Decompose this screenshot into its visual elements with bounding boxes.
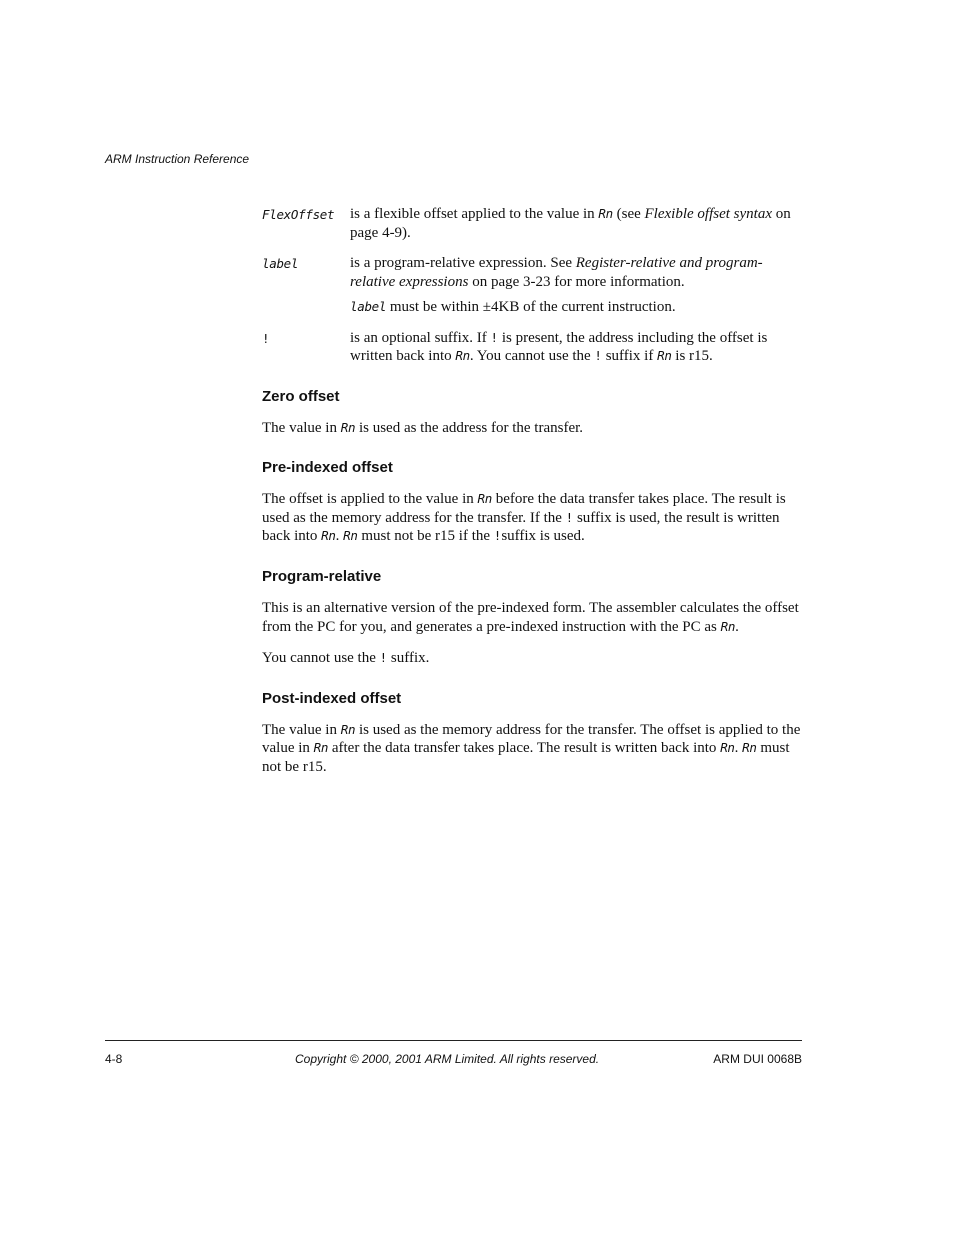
param-term: !	[262, 330, 270, 346]
section-pre-indexed-offset	[262, 459, 802, 546]
code-run: !	[565, 509, 574, 525]
section-heading: Program-relative	[262, 568, 382, 586]
param-term: FlexOffset	[262, 207, 335, 222]
text-run: The offset is applied to the value in	[262, 491, 478, 508]
text-run: is used as the address for the transfer.	[355, 419, 584, 436]
section-program-relative	[262, 568, 802, 668]
code-run: !	[594, 348, 602, 364]
param-flexoffset	[262, 205, 802, 242]
section-zero-offset	[262, 388, 802, 437]
text-run: is an optional suffix. If	[350, 329, 491, 346]
text-run: after the data transfer takes place. The result is written back into	[328, 740, 721, 757]
param-label	[262, 254, 802, 316]
text-run: must not be r15.	[262, 740, 790, 776]
text-run: The value in	[262, 419, 341, 436]
code-run: Rn	[321, 528, 336, 544]
code-run: !	[379, 650, 388, 666]
code-run: Rn	[720, 618, 736, 634]
text-run: must not be r15 if the	[357, 528, 494, 545]
param-text	[350, 254, 802, 291]
text-run: suffix is used.	[501, 528, 585, 545]
param-description	[350, 329, 802, 366]
param-text	[350, 329, 802, 366]
text-run: is a flexible offset applied to the value in	[350, 206, 599, 222]
running-header: ARM Instruction Reference	[105, 152, 250, 166]
text-run: is a program-relative expression. See	[350, 255, 576, 272]
code-run: Rn	[340, 419, 356, 435]
code-run: Rn	[477, 491, 492, 507]
document-id: ARM DUI 0068B	[713, 1052, 802, 1066]
code-run: Rn	[455, 348, 470, 364]
text-run: This is an alternative version of the pre-indexed form. The assembler calculates the offset from the PC for you, and generates a pre-indexed instruction with the PC as	[262, 599, 799, 635]
code-run: Rn	[313, 740, 329, 756]
text-run: .	[734, 740, 743, 757]
text-run: suffix.	[387, 650, 430, 667]
text-run: before the data transfer takes place. The result is used as the memory address for the transfer. If the	[262, 491, 786, 526]
text-run: suffix is used, the result is written back into	[262, 509, 780, 545]
code-run: !	[490, 329, 499, 345]
section-paragraph	[262, 490, 802, 546]
param-text	[350, 298, 802, 317]
text-run: on page 4-9).	[350, 206, 791, 241]
cross-reference-link[interactable]: Flexible offset syntax	[644, 206, 772, 222]
section-post-indexed-offset	[262, 690, 802, 777]
param-text	[350, 205, 802, 242]
code-run: Rn	[340, 721, 356, 737]
section-heading: Pre-indexed offset	[262, 459, 393, 477]
cross-reference-link[interactable]: Register-relative and program-relative expressions	[350, 255, 763, 291]
param-description	[350, 205, 802, 242]
main-content	[262, 205, 802, 777]
footer-divider	[105, 1040, 802, 1041]
section-paragraph	[262, 419, 802, 438]
param-description	[350, 254, 802, 316]
section-heading: Zero offset	[262, 387, 340, 405]
code-run: label	[350, 298, 387, 314]
text-run: .	[735, 618, 739, 635]
text-run: is r15.	[671, 348, 713, 365]
code-run: Rn	[343, 528, 358, 544]
text-run: is present, the address including the offset is written back into	[350, 329, 768, 365]
param-term: label	[262, 256, 299, 272]
section-paragraph	[262, 721, 802, 777]
text-run: The value in	[262, 721, 341, 738]
text-run: . You cannot use the	[469, 348, 595, 365]
text-run: You cannot use the	[262, 650, 380, 667]
copyright-notice: Copyright © 2000, 2001 ARM Limited. All rights reserved.	[295, 1052, 600, 1066]
text-run: is used as the memory address for the transfer. The offset is applied to the value in	[262, 721, 801, 757]
code-run: Rn	[720, 740, 735, 756]
section-paragraph	[262, 599, 802, 636]
text-run: suffix if	[601, 348, 658, 365]
text-run: (see	[612, 206, 645, 222]
text-run: on page 3-23 for more information.	[468, 274, 685, 291]
code-run: !	[493, 528, 502, 544]
text-run: must be within ±4KB of the current instruction.	[386, 298, 676, 315]
param-bang	[262, 329, 802, 366]
code-run: Rn	[598, 206, 613, 221]
section-heading: Post-indexed offset	[262, 689, 402, 707]
page-number: 4-8	[105, 1052, 123, 1066]
code-run: Rn	[657, 348, 672, 364]
section-paragraph	[262, 649, 802, 668]
text-run: .	[335, 528, 344, 545]
code-run: Rn	[742, 740, 757, 756]
